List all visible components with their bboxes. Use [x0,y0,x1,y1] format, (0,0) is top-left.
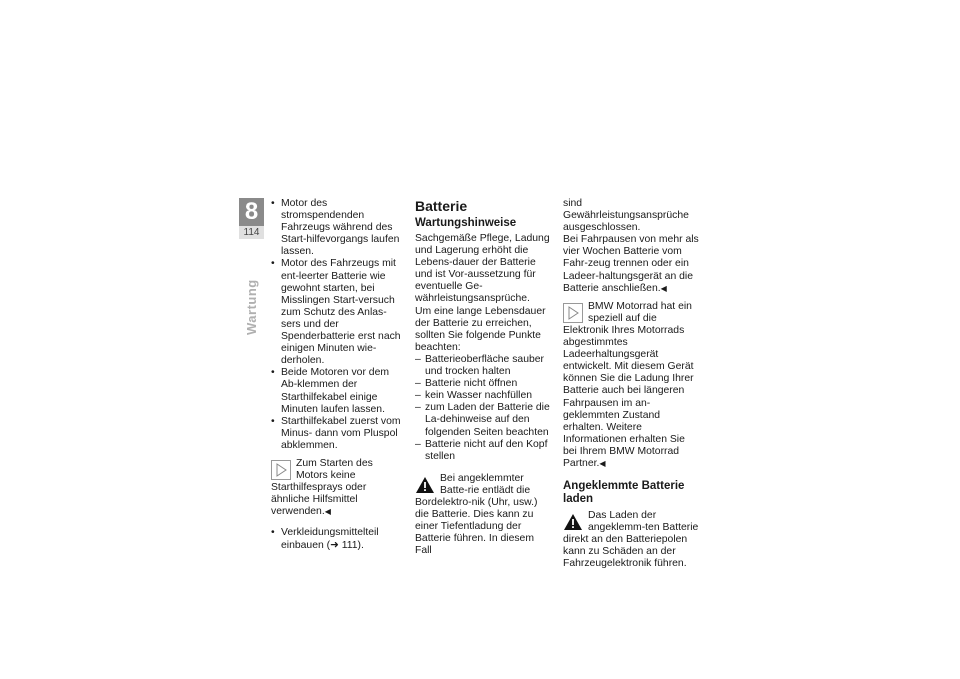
bullet-list [271,527,405,551]
paragraph: Um eine lange Lebensdauer der Batterie zu erreichen, sollten Sie folgende Punkte beachten: [415,305,546,353]
warning-text: Bei angeklemmter Batte-rie entlädt die Bordelektro-nik (Uhr, usw.) die Batterie. Dies kann zu einer Tiefentladung der Batterie führen. In diesem Fall [415,472,538,557]
list-item: • Motor des Fahrzeugs mit ent-leerter Batterie wie gewohnt starten, bei Misslingen Start-versuch zum Schutz des Anlas-sers und der Spenderbatterie erst nach einigen Minuten wie-derholen. [271,258,405,367]
warning-box [563,510,699,570]
list-item: • Beide Motoren vor dem Ab-klemmen der Starthilfekabel einige Minuten laufen lassen. [271,367,405,415]
paragraph: Sachgemäße Pflege, Ladung und Lagerung erhöht die Lebens-dauer der Batterie und ist Vor-aussetzung für eventuelle Ge-währleistungsansprüche. [415,233,550,305]
warning-text: Das Laden der angeklemm-ten Batterie direkt an den Batteriepolen kann zu Schäden an der Fahrzeugelektronik führen. [563,510,699,570]
list-item: • Motor des stromspendenden Fahrzeugs während des Start-hilfevorgangs laufen lassen. [271,198,405,258]
paragraph: sind Gewährleistungsansprüche ausgeschlossen. [563,198,689,234]
column-1 [271,198,405,552]
note-box [563,301,699,470]
page-number: 114 [239,226,264,239]
note-text: Zum Starten des Motors keine Starthilfesprays oder ähnliche Hilfsmittel verwenden. [271,457,373,518]
column-2 [415,198,550,557]
subsection-heading: Wartungshinweise [415,217,517,229]
end-marker: ◀ [660,283,667,293]
chapter-title: Wartung [244,279,259,335]
bullet-list [271,198,405,452]
list-item: – Batterie nicht auf den Kopf stellen [415,439,550,463]
chapter-number: 8 [239,198,264,226]
subsection-heading: Angeklemmte Batterie laden [563,480,685,506]
paragraph: Bei Fahrpausen von mehr als vier Wochen Batterie vom Fahr-zeug trennen oder ein Ladeer-haltungsgerät an die Batterie anschließen. [563,234,699,294]
note-box [271,458,405,518]
note-text: BMW Motorrad hat ein speziell auf die Elektronik Ihres Motorrads abgestimmtes Ladeerhaltungsgerät entwickelt. Mit diesem Gerät können Sie die Ladung Ihrer Batterie auch bei längeren Fahrpausen im an-geklemmten Zustand erhalten. Weitere Informationen erhalten Sie bei Ihrem BMW Motorrad Partner. [563,300,694,469]
section-heading: Batterie [415,198,468,214]
list-item: – Batterieoberfläche sauber und trocken halten [415,354,550,378]
warning-triangle-icon [415,475,435,495]
end-marker: ◀ [599,458,606,468]
dash-list [415,354,550,463]
end-marker: ◀ [324,507,331,517]
note-triangle-icon [271,460,291,480]
note-triangle-icon [563,303,583,323]
list-item: • Starthilfekabel zuerst vom Minus- dann vom Pluspol abklemmen. [271,416,405,452]
warning-box [415,473,550,558]
column-3 [563,198,699,571]
list-item: • Verkleidungsmittelteil einbauen (➜ 111). [271,527,405,551]
list-item: – zum Laden der Batterie die La-dehinweise auf den folgenden Seiten beachten [415,402,550,438]
warning-triangle-icon [563,512,583,532]
list-item: – kein Wasser nachfüllen [415,390,550,402]
list-item: – Batterie nicht öffnen [415,378,550,390]
